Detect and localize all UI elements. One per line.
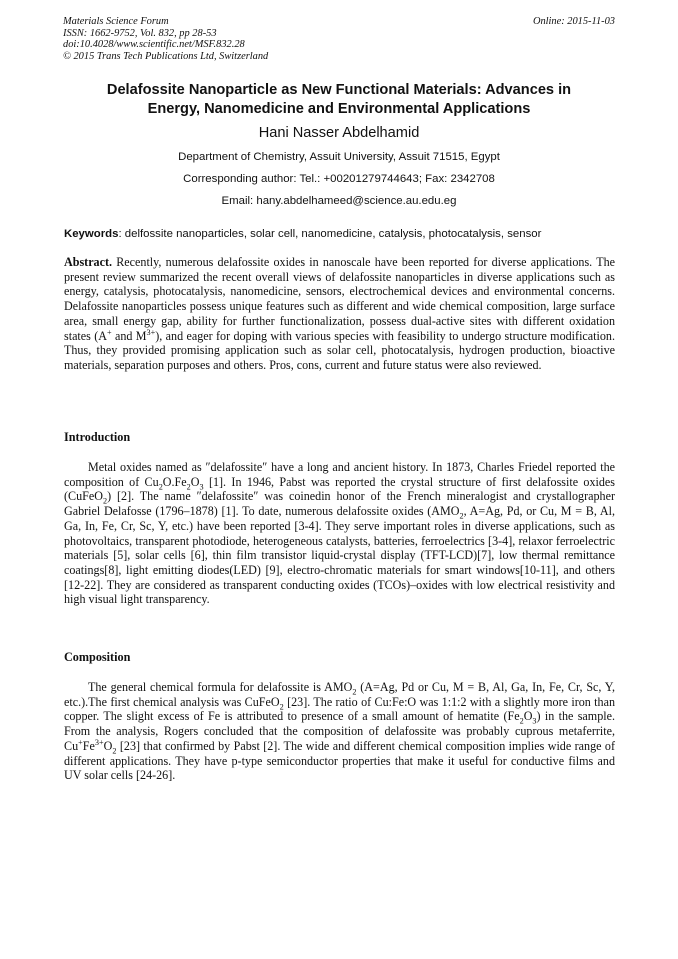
comp-sup: + bbox=[78, 737, 83, 747]
comp-sub: 2 bbox=[519, 716, 524, 726]
abstract-label: Abstract. bbox=[64, 255, 113, 269]
intro-sub: 3 bbox=[199, 482, 204, 492]
introduction-paragraph bbox=[64, 460, 615, 607]
comp-text: O bbox=[523, 709, 533, 724]
corresponding-author: Corresponding author: Tel.: +00201279744643; Fax: 2342708 bbox=[183, 173, 495, 185]
abstract-text: and M bbox=[111, 328, 147, 343]
intro-text: , A=Ag, Pd, or Cu, M = B, Al, Ga, In, Fe, Cr, Sc, Y, etc.) have been reported [3-4]. They serve important roles in diverse applications, such as photovoltaics, transparent photodiode, heterogeneous catalysts, batteries, ferroelectrics [3-4], relaxor ferroelectric materials [5], solar cells [6], thin film transistor liquid-crystal display (TFT-LCD)[7], low thermal remittance coatings[8], light emitting diodes(LED) [9], electro-chromatic materials for smart windows[10-11], and others [12-22]. They are considered as transparent conducting oxides (TCOs)–oxides with low electrical resistivity and high visual light transparency. bbox=[64, 504, 615, 607]
composition-heading: Composition bbox=[64, 650, 131, 664]
abstract-paragraph bbox=[64, 255, 615, 373]
intro-sub: 2 bbox=[459, 511, 464, 521]
keywords-label: Keywords bbox=[64, 228, 119, 240]
abstract-text: Recently, numerous delafossite oxides in nanoscale have been reported for diverse applications. The present review summarized the recent overall views of delafossite nanoparticles in diverse applications such as energy, catalysis, photocatalysis, nanomedicine, sensors, electrochemical devices and environmental concerns. Delafossite nanoparticles possess unique features such as different and wide chemical composition, large surface area, small energy gap, ability for further functionalization, possess dual-active sites with different oxidation states (A bbox=[64, 255, 615, 343]
introduction-heading: Introduction bbox=[64, 430, 131, 444]
intro-text: [1]. In 1946, Pabst was reported the crystal structure of first delafossite oxides (CuFeO bbox=[64, 474, 615, 504]
composition-paragraph bbox=[64, 680, 615, 783]
comp-sub: 2 bbox=[112, 746, 117, 756]
abstract-sup: + bbox=[106, 327, 112, 337]
comp-text: [23] that confirmed by Pabst [2]. The wide and different chemical composition implies wide range of different applications. They have p-type semiconductor properties that make it useful for conductive films and UV solar cells [24-26]. bbox=[64, 738, 615, 783]
comp-sub: 2 bbox=[279, 702, 284, 712]
journal-header bbox=[63, 16, 615, 62]
abstract-text: ), and eager for doping with various species with feasibility to undergo structure modification. Thus, they provided promising application such as solar cell, photocatalysis, hydrogen production, bioactive materials, separation purposes and others. Pros, cons, current and future status were also reviewed. bbox=[64, 328, 615, 372]
comp-text: (A=Ag, Pd or Cu, M = B, Al, Ga, In, Fe, Cr, Sc, Y, etc.).The first chemical analysis was CuFeO bbox=[64, 680, 615, 709]
copyright-line: © 2015 Trans Tech Publications Ltd, Switzerland bbox=[63, 50, 269, 62]
intro-text: O bbox=[190, 474, 200, 489]
affiliation-department: Department of Chemistry, Assuit University, Assuit 71515, Egypt bbox=[178, 151, 500, 163]
intro-sub: 2 bbox=[186, 482, 191, 492]
keywords bbox=[64, 227, 616, 241]
intro-sub: 2 bbox=[102, 496, 108, 506]
online-date: Online: 2015-11-03 bbox=[532, 16, 615, 27]
comp-text: ) in the sample. From the analysis, Rogers concluded that the composition of delafossite was probably cuprous metaferrite, Cu bbox=[64, 709, 616, 753]
intro-text: ) [2]. The name ″delafossite″ was coinedin honor of the French mineralogist and crystallographer Gabriel Delafosse (1796–1878) [1]. To date, numerous delafossite oxides (AMO bbox=[64, 489, 615, 519]
keywords-text: : delfossite nanoparticles, solar cell, nanomedicine, catalysis, photocatalysis, sensor bbox=[118, 228, 542, 240]
author-email: Email: hany.abdelhameed@science.au.edu.eg bbox=[221, 195, 457, 207]
intro-text: Metal oxides named as ″delafossite″ have a long and ancient history. In 1873, Charles Friedel reported the composition of Cu bbox=[64, 460, 615, 489]
comp-text: [23]. The ratio of Cu:Fe:O was 1:1:2 with a slightly more iron than copper. The slight excess of Fe is attributed to presence of a small amount of hematite (Fe bbox=[64, 694, 615, 724]
comp-text: The general chemical formula for delafossite is AMO bbox=[88, 680, 353, 694]
comp-sup: 3+ bbox=[94, 737, 104, 747]
doi-line: doi:10.4028/www.scientific.net/MSF.832.28 bbox=[63, 39, 245, 51]
journal-name: Materials Science Forum bbox=[63, 16, 169, 27]
comp-sub: 3 bbox=[532, 716, 537, 726]
intro-sub: 2 bbox=[158, 482, 163, 492]
title-line-2: Energy, Nanomedicine and Environmental Applications bbox=[147, 101, 531, 117]
comp-sub: 2 bbox=[352, 687, 357, 697]
issn-line: ISSN: 1662-9752, Vol. 832, pp 28-53 bbox=[63, 27, 217, 39]
title-line-1: Delafossite Nanoparticle as New Functional Materials: Advances in bbox=[106, 82, 572, 98]
author-name: Hani Nasser Abdelhamid bbox=[258, 125, 420, 141]
paper-title bbox=[64, 81, 614, 119]
comp-text: O bbox=[103, 738, 113, 753]
intro-text: O.Fe bbox=[162, 474, 187, 489]
comp-text: Fe bbox=[82, 738, 95, 753]
abstract-sup: 3+ bbox=[146, 327, 156, 337]
